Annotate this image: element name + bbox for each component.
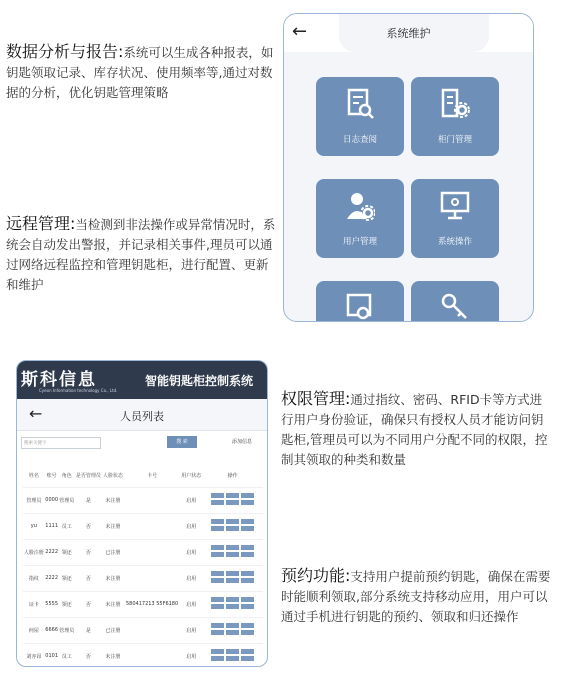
row-action-button[interactable] — [211, 656, 224, 661]
row-action-button[interactable] — [226, 526, 239, 531]
data-analysis-paragraph — [6, 42, 278, 103]
permission-paragraph — [281, 389, 551, 470]
row-action-button[interactable] — [241, 630, 254, 635]
table-row — [23, 565, 263, 591]
add-info-button[interactable]: 添加信息 — [231, 439, 252, 445]
col-is-admin: 是否管理员 — [75, 473, 101, 480]
system-banner — [17, 361, 267, 399]
table-cell: 启用 — [180, 513, 202, 539]
table-cell: 6666 — [45, 617, 59, 643]
table-cell: 人脸注册 — [23, 539, 45, 565]
table-cell: 否 — [75, 539, 102, 565]
row-action-button[interactable] — [211, 597, 224, 602]
phone-maintenance-screen — [283, 13, 534, 322]
company-logo: 斯科信息 — [21, 370, 97, 390]
table-cell: 是 — [75, 487, 102, 513]
remote-management-heading: 远程管理: — [6, 214, 76, 233]
tile-label: 日志查阅 — [342, 135, 377, 145]
table-cell: 管理员 — [23, 487, 45, 513]
table-cell: 已注册 — [102, 617, 124, 643]
table-cell: 未注册 — [102, 487, 124, 513]
table-cell: 领还 — [59, 591, 75, 617]
user-gear-icon — [345, 189, 375, 223]
table-cell — [124, 643, 181, 667]
page-header — [17, 399, 267, 431]
row-action-button[interactable] — [226, 519, 239, 524]
row-action-button[interactable] — [211, 578, 224, 583]
table-row — [23, 513, 263, 539]
row-action-button[interactable] — [241, 656, 254, 661]
remote-management-body: 当检测到非法操作或异常情况时，系统会自动发出警报，并记录相关事件,理员可以通过网络远程监控和管理钥匙柜，进行配置、更新和维护 — [6, 217, 276, 292]
row-action-button[interactable] — [226, 500, 239, 505]
tile-label: 柜门管理 — [437, 135, 472, 145]
table-cell: 2222 — [45, 539, 59, 565]
row-action-button[interactable] — [226, 552, 239, 557]
row-actions — [202, 617, 263, 643]
row-action-button[interactable] — [241, 597, 254, 602]
table-row — [23, 617, 263, 643]
table-cell: yu — [23, 513, 45, 539]
row-actions — [202, 565, 263, 591]
row-action-button[interactable] — [226, 578, 239, 583]
table-cell: 否 — [75, 513, 102, 539]
table-cell: 启用 — [180, 487, 202, 513]
table-cell: 是 — [75, 617, 102, 643]
table-row — [23, 643, 263, 667]
table-cell: 启用 — [180, 565, 202, 591]
phone-page-title: 系统维护 — [386, 27, 431, 40]
col-face-status: 人脸状态 — [102, 473, 123, 480]
table-cell: 领还 — [59, 539, 75, 565]
row-action-button[interactable] — [226, 656, 239, 661]
data-analysis-heading: 数据分析与报告: — [6, 42, 124, 61]
reservation-paragraph — [281, 566, 551, 627]
table-header-row — [23, 465, 263, 487]
table-cell — [124, 617, 181, 643]
row-action-button[interactable] — [211, 649, 224, 654]
row-action-button[interactable] — [241, 493, 254, 498]
table-cell: 5555 — [45, 591, 59, 617]
table-cell: 否 — [75, 565, 102, 591]
company-logo-subtitle: Cyeon Information technology Co., Ltd. — [39, 388, 118, 393]
table-cell: 管理员 — [59, 487, 75, 513]
row-action-button[interactable] — [211, 552, 224, 557]
table-cell: 580417213 55F6180 — [124, 591, 181, 617]
table-cell: 未注册 — [102, 565, 124, 591]
table-cell: 0000 — [45, 487, 59, 513]
row-action-button[interactable] — [226, 493, 239, 498]
table-cell: 刘亦昂 — [23, 643, 45, 667]
row-actions — [202, 513, 263, 539]
log-icon — [345, 87, 375, 121]
table-cell: 启用 — [180, 643, 202, 667]
col-role: 角色 — [61, 473, 72, 480]
back-arrow-icon[interactable]: ← — [292, 21, 308, 42]
table-cell: 启用 — [180, 617, 202, 643]
table-cell: 未注册 — [102, 513, 124, 539]
row-action-button[interactable] — [226, 597, 239, 602]
tile-label: 系统操作 — [437, 237, 472, 247]
table-cell: 0101 — [45, 643, 59, 667]
row-action-button[interactable] — [211, 493, 224, 498]
row-action-button[interactable] — [211, 500, 224, 505]
row-action-button[interactable] — [241, 571, 254, 576]
reservation-heading: 预约功能: — [281, 566, 351, 585]
row-actions — [202, 591, 263, 617]
table-cell — [124, 539, 181, 565]
col-card-no: 卡号 — [147, 473, 158, 480]
monitor-gear-icon — [440, 189, 470, 223]
tile-key-management[interactable] — [411, 281, 499, 322]
row-action-button[interactable] — [241, 500, 254, 505]
table-cell: 启用 — [180, 539, 202, 565]
permission-heading: 权限管理: — [281, 389, 351, 408]
tile-system-operation[interactable] — [411, 179, 499, 258]
row-action-button[interactable] — [226, 630, 239, 635]
table-row — [23, 539, 263, 565]
cabinet-gear-icon — [440, 87, 470, 121]
data-analysis-body: 系统可以生成各种报表，如钥匙领取记录、库存状况、使用频率等,通过对数据的分析，优化钥匙管理策略 — [6, 45, 274, 100]
table-cell: 1111 — [45, 513, 59, 539]
table-cell: 未注册 — [102, 643, 124, 667]
row-action-button[interactable] — [241, 552, 254, 557]
col-account: 账号 — [46, 473, 57, 480]
row-action-button[interactable] — [226, 571, 239, 576]
table-cell: 证卡 — [23, 591, 45, 617]
tile-user-management[interactable] — [316, 179, 404, 258]
row-action-button[interactable] — [211, 630, 224, 635]
row-action-button[interactable] — [241, 526, 254, 531]
search-input[interactable]: 搜索关键字 — [21, 437, 101, 449]
row-actions — [202, 643, 263, 667]
row-action-button[interactable] — [241, 604, 254, 609]
table-cell: 2222 — [45, 565, 59, 591]
row-action-button[interactable] — [211, 519, 224, 524]
table-cell: 员工 — [59, 643, 75, 667]
row-action-button[interactable] — [211, 604, 224, 609]
user-table — [23, 465, 263, 667]
col-actions: 操作 — [227, 473, 238, 480]
table-cell: 领还 — [59, 565, 75, 591]
row-action-button[interactable] — [241, 649, 254, 654]
table-cell: 已注册 — [102, 539, 124, 565]
row-action-button[interactable] — [241, 623, 254, 628]
tile-screen-settings[interactable] — [316, 281, 404, 322]
row-action-button[interactable] — [226, 649, 239, 654]
tile-cabinet-management[interactable] — [411, 77, 499, 156]
remote-management-paragraph — [6, 214, 278, 295]
screen-gear-icon — [345, 291, 375, 322]
row-action-button[interactable] — [241, 519, 254, 524]
reservation-body: 支持用户提前预约钥匙，确保在需要时能顺利领取,部分系统支持移动应用，用户可以通过手机进行钥匙的预约、领取和归还操作 — [281, 569, 551, 624]
key-icon — [440, 291, 470, 322]
table-cell — [124, 513, 181, 539]
table-cell: 何屋 — [23, 617, 45, 643]
row-action-button[interactable] — [241, 545, 254, 550]
phone-header — [284, 14, 533, 52]
toolbar — [17, 431, 267, 455]
row-actions — [202, 487, 263, 513]
search-button[interactable]: 搜 索 — [167, 436, 197, 448]
table-cell: 否 — [75, 643, 102, 667]
row-action-button[interactable] — [211, 571, 224, 576]
permission-body: 通过指纹、密码、RFID卡等方式进行用户身份验证，确保只有授权人员才能访问钥匙柜,管理员可以为不同用户分配不同的权限，控制其领取的种类和数量 — [281, 392, 548, 467]
system-title: 智能钥匙柜控制系统 — [145, 374, 254, 388]
table-row — [23, 487, 263, 513]
row-actions — [202, 539, 263, 565]
table-cell: 指纹 — [23, 565, 45, 591]
row-action-button[interactable] — [226, 623, 239, 628]
table-cell: 未注册 — [102, 591, 124, 617]
row-action-button[interactable] — [211, 526, 224, 531]
desktop-user-list-screen — [16, 360, 268, 667]
table-row — [23, 591, 263, 617]
table-cell: 管理员 — [59, 617, 75, 643]
tile-label: 用户管理 — [342, 237, 377, 247]
table-cell: 否 — [75, 591, 102, 617]
col-name: 姓名 — [28, 473, 39, 480]
table-cell — [124, 565, 181, 591]
row-action-button[interactable] — [211, 623, 224, 628]
row-action-button[interactable] — [226, 604, 239, 609]
col-user-status: 用户状态 — [181, 473, 202, 480]
back-arrow-icon[interactable]: ← — [29, 404, 43, 423]
table-cell — [124, 487, 181, 513]
page-title: 人员列表 — [120, 410, 164, 423]
row-action-button[interactable] — [226, 545, 239, 550]
row-action-button[interactable] — [211, 545, 224, 550]
table-cell: 启用 — [180, 591, 202, 617]
tile-log-view[interactable] — [316, 77, 404, 156]
table-cell: 员工 — [59, 513, 75, 539]
row-action-button[interactable] — [241, 578, 254, 583]
